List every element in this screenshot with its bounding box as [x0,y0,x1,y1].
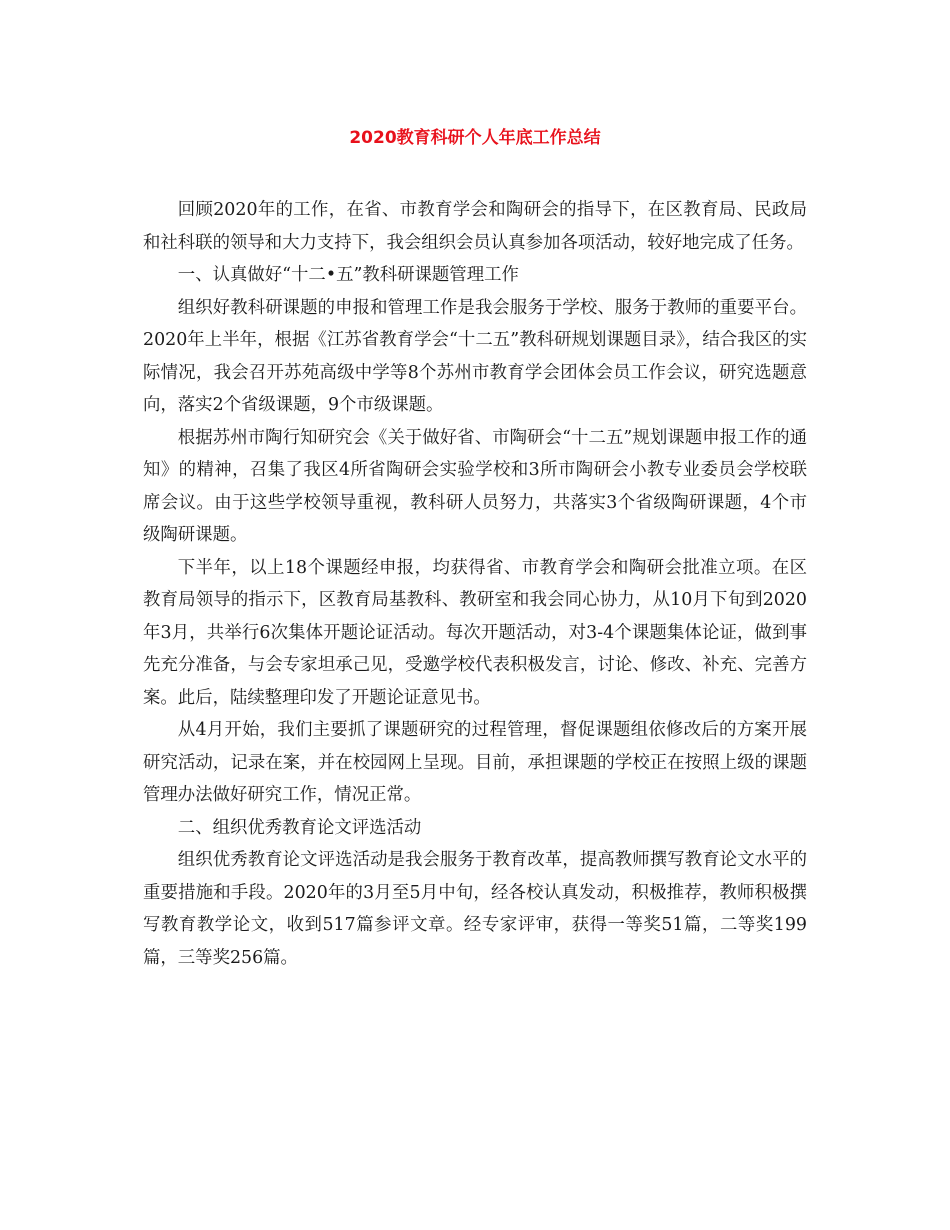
section-heading-2: 二、组织优秀教育论文评选活动 [177,817,422,838]
paragraph-intro: 回顾2020年的工作，在省、市教育学会和陶研会的指导下，在区教育局、民政局和社科联的领导和大力支持下，我会组织会员认真参加各项活动，较好地完成了任务。 [143,200,807,253]
paragraph: 下半年，以上18个课题经申报，均获得省、市教育学会和陶研会批准立项。在区教育局领导的指示下，区教育局基教科、教研室和我会同心协力，从10月下旬到2020年3月，共举行6次集体开题论证活动。每次开题活动，对3-4个课题集体论证，做到事先充分准备，与会专家坦承己见，受邀学校代表积极发言，讨论、修改、补充、完善方案。此后，陆续整理印发了开题论证意见书。 [143,557,807,708]
document-title: 2020教育科研个人年底工作总结 [349,128,601,148]
paragraph: 从4月开始，我们主要抓了课题研究的过程管理，督促课题组依修改后的方案开展研究活动，记录在案，并在校园网上呈现。目前，承担课题的学校正在按照上级的课题管理办法做好研究工作，情况正常。 [143,720,807,805]
paragraph: 组织好教科研课题的申报和管理工作是我会服务于学校、服务于教师的重要平台。2020年上半年，根据《江苏省教育学会“十二五”教科研规划课题目录》，结合我区的实际情况，我会召开苏苑高级中学等8个苏州市教育学会团体会员工作会议，研究选题意向，落实2个省级课题，9个市级课题。 [143,297,807,415]
paragraph: 组织优秀教育论文评选活动是我会服务于教育改革，提高教师撰写教育论文水平的重要措施和手段。2020年的3月至5月中旬，经各校认真发动，积极推荐，教师积极撰写教育教学论文，收到517篇参评文章。经专家评审，获得一等奖51篇，二等奖199篇，三等奖256篇。 [143,850,807,968]
section-heading-1: 一、认真做好“十二•五”教科研课题管理工作 [177,265,519,285]
paragraph: 根据苏州市陶行知研究会《关于做好省、市陶研会“十二五”规划课题申报工作的通知》的精神，召集了我区4所省陶研会实验学校和3所市陶研会小教专业委员会学校联席会议。由于这些学校领导重视，教科研人员努力，共落实3个省级陶研课题，4个市级陶研课题。 [143,427,807,545]
document-body [143,194,807,974]
